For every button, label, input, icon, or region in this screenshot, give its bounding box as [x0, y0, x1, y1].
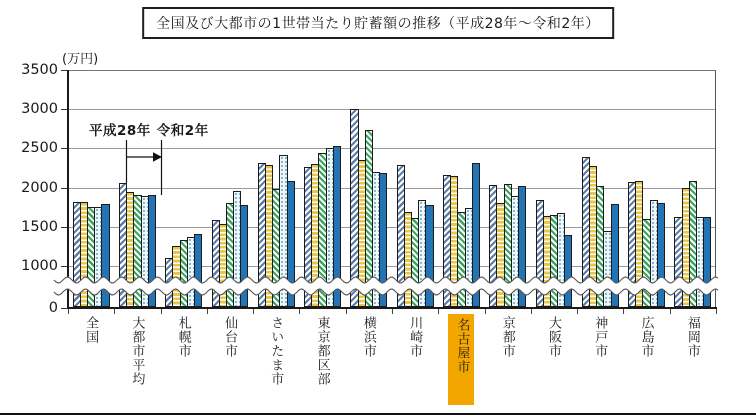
x-category-label: 川崎市 — [407, 316, 423, 358]
x-category-label: 札幌市 — [175, 316, 191, 358]
chart-title: 全国及び大都市の1世帯当たり貯蓄額の推移（平成28年～令和2年） — [142, 7, 614, 39]
y-axis-unit-label: (万円) — [62, 52, 99, 67]
x-category-label: 横浜市 — [360, 316, 376, 358]
x-category-label: 大都市平均 — [129, 316, 145, 386]
y-tick-label: 1500 — [21, 218, 58, 235]
x-category-label: 福岡市 — [684, 316, 700, 358]
x-category-label: 神戸市 — [592, 316, 608, 358]
y-tick-label: 3000 — [21, 101, 58, 118]
x-category-label: 大阪市 — [546, 316, 561, 358]
x-category-label: 広島市 — [638, 316, 654, 358]
annotation-start-year: 平成28年 — [89, 123, 151, 139]
x-category-label: さいたま市 — [268, 316, 284, 386]
y-tick-label: 1000 — [21, 258, 58, 274]
y-tick-label: 0 — [48, 300, 58, 316]
annotation-end-year: 令和2年 — [156, 123, 209, 139]
x-category-label: 名古屋市 — [454, 318, 470, 374]
x-category-label: 京都市 — [499, 316, 515, 358]
y-tick-label: 2500 — [21, 140, 58, 157]
x-category-label: 全国 — [83, 316, 99, 344]
y-tick-label: 2000 — [21, 179, 58, 196]
x-category-label: 東京都区部 — [314, 316, 330, 386]
y-tick-label: 3500 — [21, 62, 58, 78]
x-category-label: 仙台市 — [222, 316, 237, 358]
